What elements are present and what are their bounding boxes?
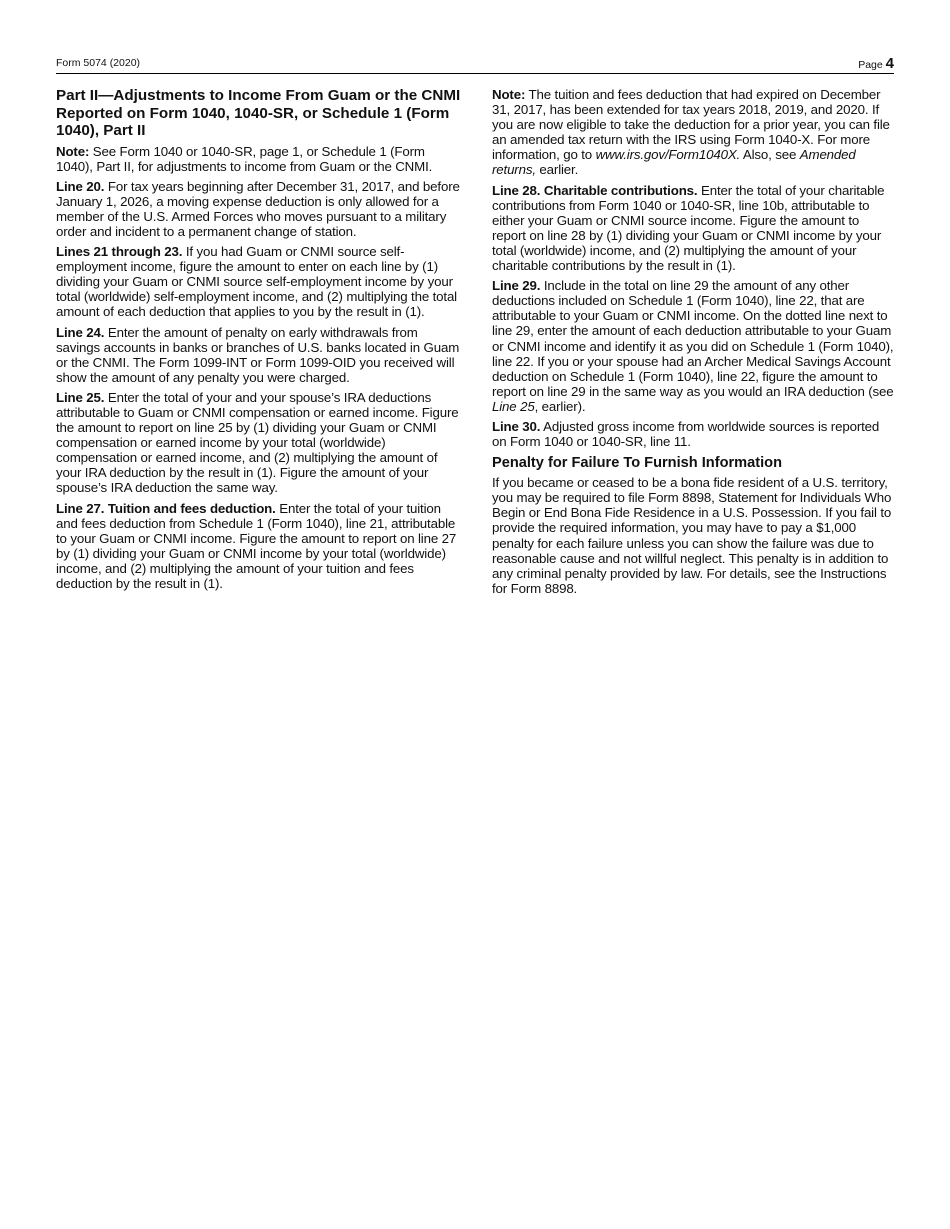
penalty-heading: Penalty for Failure To Furnish Information xyxy=(492,455,783,472)
tuition-note-text-2: Also, see xyxy=(740,147,800,163)
form-id: Form 5074 (2020) xyxy=(56,57,141,69)
note-label: Note: xyxy=(56,143,90,159)
line-25-paragraph xyxy=(56,390,462,496)
line-25-label: Line 25. xyxy=(56,389,105,405)
tuition-note-text-3: earlier. xyxy=(535,162,579,178)
line-27-paragraph xyxy=(56,501,462,592)
line-25-ref: Line 25 xyxy=(492,398,535,414)
line-28-text: Enter the total of your charitable contributions from Form 1040 or 1040-SR, line 10b, attributable to either your Guam or CNMI source income. Figure the amount to report on line 28 by (1) dividing your Guam or CNMI income by your total (worldwide) income, and (2) multiplying the amount of your charitable contributions by the result in (1). xyxy=(492,182,885,274)
line-27-label: Line 27. Tuition and fees deduction. xyxy=(56,500,276,516)
note-text: See Form 1040 or 1040-SR, page 1, or Schedule 1 (Form 1040), Part II, for adjustments to income from Guam or the CNMI. xyxy=(56,143,433,174)
line-29-label: Line 29. xyxy=(492,278,541,294)
note-paragraph xyxy=(56,144,462,174)
irs-form1040x-link[interactable]: www.irs.gov/Form1040X. xyxy=(595,147,741,163)
line-20-label: Line 20. xyxy=(56,178,105,194)
tuition-note-text-1: The tuition and fees deduction that had expired on December 31, 2017, has been extended for tax years 2018, 2019, and 2020. If you are now eligible to take the deduction for a prior year, you can file an amended tax return with the IRS using Form 1040-X. For more information, go to xyxy=(492,87,890,163)
line-20-paragraph xyxy=(56,179,462,239)
left-column xyxy=(56,87,462,596)
line-28-label: Line 28. Charitable contributions. xyxy=(492,182,698,198)
line-29-text-2: , earlier). xyxy=(534,398,586,414)
lines-21-23-label: Lines 21 through 23. xyxy=(56,244,183,260)
part-ii-heading: Part II—Adjustments to Income From Guam or the CNMI Reported on Form 1040, 1040-SR, or Schedule 1 (Form 1040), Part II xyxy=(56,87,461,139)
page-label xyxy=(858,55,894,72)
page-number: 4 xyxy=(885,55,894,72)
line-24-text: Enter the amount of penalty on early withdrawals from savings accounts in banks or branches of U.S. banks located in Guam or the CNMI. The Form 1099-INT or Form 1099-OID you received will show the amount of any penalty you were charged. xyxy=(56,324,460,385)
right-column xyxy=(492,87,896,601)
page-word: Page xyxy=(858,59,883,71)
line-30-text: Adjusted gross income from worldwide sources is reported on Form 1040 or 1040-SR, line 11. xyxy=(492,418,880,450)
line-30-label: Line 30. xyxy=(492,418,541,434)
amended-returns-ref: Amended returns, xyxy=(492,147,856,178)
line-28-paragraph xyxy=(492,183,896,274)
penalty-paragraph: If you became or ceased to be a bona fide resident of a U.S. territory, you may be required to file Form 8898, Statement for Individuals Who Begin or End Bona Fide Residence in a U.S. Possession. If you fail to provide the required information, you may have to pay a $1,000 penalty for each failure unless you can show the failure was due to reasonable cause and not willful neglect. This penalty is in addition to any criminal penalty provided by law. For details, see the Instructions for Form 8898. xyxy=(492,475,892,596)
line-29-paragraph xyxy=(492,278,896,414)
tuition-note-label: Note: xyxy=(492,87,526,102)
lines-21-23-text: If you had Guam or CNMI source self-employment income, figure the amount to enter on each line by (1) dividing your Guam or CNMI source self-employment income by your total (worldwide) self-employment income, and (2) multiplying the total amount of each deduction that applies to you by the result in (1). xyxy=(56,244,457,320)
line-27-text: Enter the total of your tuition and fees deduction from Schedule 1 (Form 1040), line 21, attributable to your Guam or CNMI income. Figure the amount to report on line 27 by (1) dividing your Guam or CNMI income by your total (worldwide) income, and (2) multiplying the amount of your tuition and fees deduction by the result in (1). xyxy=(56,500,457,592)
line-24-paragraph xyxy=(56,325,462,385)
line-25-text: Enter the total of your and your spouse’s IRA deductions attributable to Guam or CNMI compensation or earned income. Figure the amount to report on line 25 by (1) dividing your Guam or CNMI compensation or earned income by your total (worldwide) compensation or earned income, and (2) multiplying the amount of your IRA deduction by the result in (1). Figure the amount of your spouse’s IRA deduction the same way. xyxy=(56,389,459,496)
line-20-text: For tax years beginning after December 31, 2017, and before January 1, 2026, a moving expense deduction is only allowed for a member of the U.S. Armed Forces who moves pursuant to a military order and incident to a permanent change of station. xyxy=(56,178,460,239)
line-24-label: Line 24. xyxy=(56,324,105,340)
page-header xyxy=(56,55,894,74)
lines-21-23-paragraph xyxy=(56,244,462,319)
tuition-note-paragraph xyxy=(492,87,896,178)
line-29-text-1: Include in the total on line 29 the amount of any other deductions included on Schedule 1 (Form 1040), line 22, that are attributable to your Guam or CNMI income. On the dotted line next to line 29, enter the amount of each deduction attributable to your Guam or CNMI income and identify it as you did on Schedule 1 (Form 1040), line 22. If you or your spouse had an Archer Medical Savings Account deduction on Schedule 1 (Form 1040), line 22, figure the amount to report on line 29 in the same way as you would an IRA deduction (see xyxy=(492,278,894,399)
line-30-paragraph xyxy=(492,419,896,449)
